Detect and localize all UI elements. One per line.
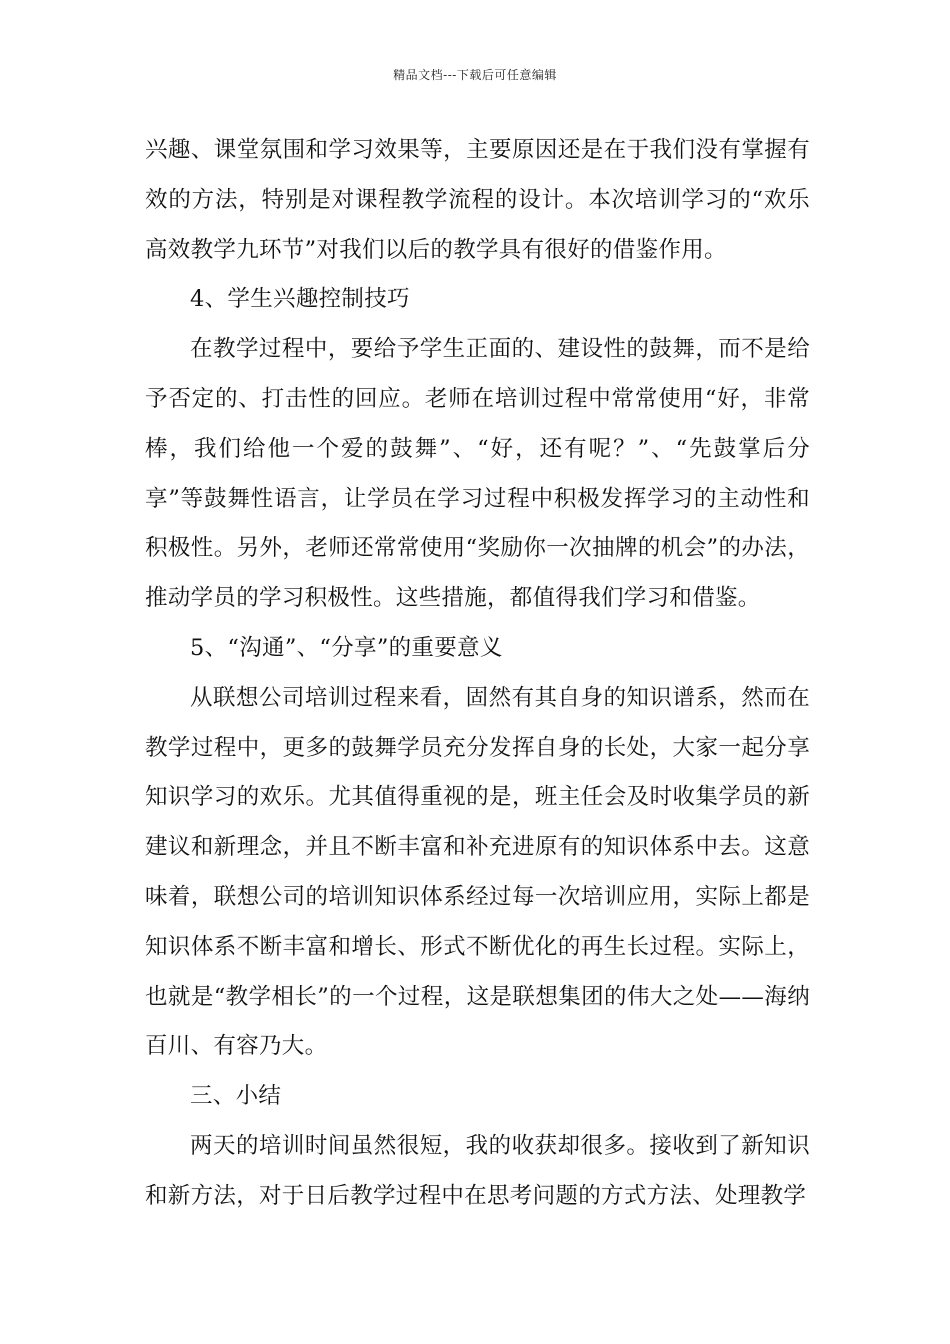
section-heading-summary: 三、小结 (190, 1083, 282, 1110)
paragraph-student-interest: 在教学过程中，要给予学生正面的、建设性的鼓舞，而不是给予否定的、打击性的回应。老师在培训过程中常常使用“好，非常棒，我们给他一个爱的鼓舞”、“好，还有呢？”、“先鼓掌后分享”等鼓舞性语言，让学员在学习过程中积极发挥学习的主动性和积极性。另外，老师还常常使用“奖励你一次抽牌的机会”的办法，推动学员的学习积极性。这些措施，都值得我们学习和借鉴。 (145, 336, 810, 612)
paragraph-summary: 两天的培训时间虽然很短，我的收获却很多。接收到了新知识和新方法，对于日后教学过程中在思考问题的方式方法、处理教学 (145, 1132, 810, 1209)
paragraph-communication-sharing: 从联想公司培训过程来看，固然有其自身的知识谱系，然而在教学过程中，更多的鼓舞学员充分发挥自身的长处，大家一起分享知识学习的欢乐。尤其值得重视的是，班主任会及时收集学员的新建议和新理念，并且不断丰富和补充进原有的知识体系中去。这意味着，联想公司的培训知识体系经过每一次培训应用，实际上都是知识体系不断丰富和增长、形式不断优化的再生长过程。实际上，也就是“教学相长”的一个过程，这是联想集团的伟大之处——海纳百川、有容乃大。 (145, 684, 810, 1060)
section-heading-5: 5、“沟通”、“分享”的重要意义 (190, 634, 503, 661)
section-heading-4: 4、学生兴趣控制技巧 (190, 286, 410, 313)
document-body (145, 126, 810, 1222)
page-header: 精品文档---下载后可任意编辑 (393, 68, 557, 82)
paragraph-continued: 兴趣、课堂氛围和学习效果等，主要原因还是在于我们没有掌握有效的方法，特别是对课程教学流程的设计。本次培训学习的“欢乐高效教学九环节”对我们以后的教学具有很好的借鉴作用。 (145, 137, 810, 263)
